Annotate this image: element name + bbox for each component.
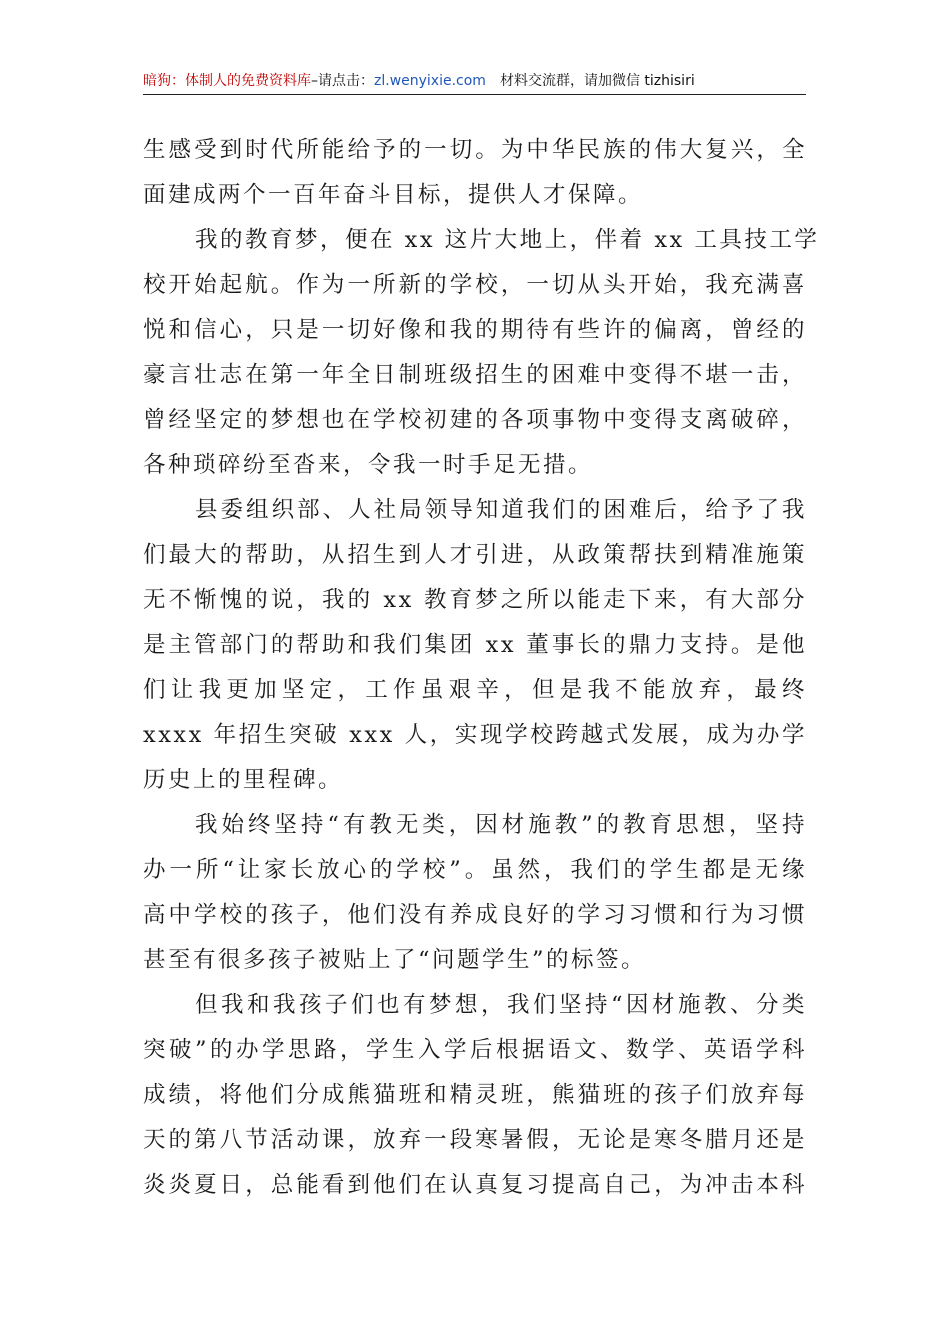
text-line: xxxx 年招生突破 xxx 人，实现学校跨越式发展，成为办学 (143, 722, 807, 748)
text-line: 我的教育梦，便在 xx 这片大地上，伴着 xx 工具技工学 (195, 227, 820, 253)
text-line: 炎炎夏日，总能看到他们在认真复习提高自己，为冲击本科 (143, 1172, 807, 1198)
text-line: 成绩，将他们分成熊猫班和精灵班，熊猫班的孩子们放弃每 (143, 1082, 807, 1108)
text-line: 突破”的办学思路，学生入学后根据语文、数学、英语学科 (143, 1037, 807, 1063)
text-line: 办一所“让家长放心的学校”。虽然，我们的学生都是无缘 (143, 857, 807, 883)
text-line: 县委组织部、人社局领导知道我们的困难后，给予了我 (195, 497, 807, 523)
text-line: 我始终坚持“有教无类，因材施教”的教育思想，坚持 (195, 812, 807, 838)
page-header (143, 70, 806, 94)
text-line: 高中学校的孩子，他们没有养成良好的学习习惯和行为习惯 (143, 902, 807, 928)
header-brand-text: 暗狗：体制人的免费资料库 (143, 73, 311, 89)
text-line: 是主管部门的帮助和我们集团 xx 董事长的鼎力支持。是他 (143, 632, 807, 658)
text-line: 们最大的帮助，从招生到人才引进，从政策帮扶到精准施策 (143, 542, 807, 568)
text-line: 校开始起航。作为一所新的学校，一切从头开始，我充满喜 (143, 272, 807, 298)
text-line: 悦和信心，只是一切好像和我的期待有些许的偏离，曾经的 (143, 317, 807, 343)
text-line: 面建成两个一百年奋斗目标，提供人才保障。 (143, 182, 644, 208)
text-line: 曾经坚定的梦想也在学校初建的各项事物中变得支离破碎， (143, 407, 807, 433)
document-body (143, 128, 820, 1208)
text-line: 历史上的里程碑。 (143, 767, 344, 793)
header-divider (143, 94, 806, 95)
text-line: 们让我更加坚定，工作虽艰辛，但是我不能放弃，最终 (143, 677, 807, 703)
text-line: 无不惭愧的说，我的 xx 教育梦之所以能走下来，有大部分 (143, 587, 807, 613)
text-line: 但我和我孩子们也有梦想，我们坚持“因材施教、分类 (195, 992, 807, 1018)
text-line: 生感受到时代所能给予的一切。为中华民族的伟大复兴，全 (143, 137, 807, 163)
header-note-text: 材料交流群，请加微信 tizhisiri (499, 73, 695, 89)
text-line: 各种琐碎纷至沓来，令我一时手足无措。 (143, 452, 594, 478)
text-line: 豪言壮志在第一年全日制班级招生的困难中变得不堪一击， (143, 362, 807, 388)
header-lead-text: –请点击： (311, 73, 374, 89)
text-line: 天的第八节活动课，放弃一段寒暑假，无论是寒冬腊月还是 (143, 1127, 807, 1153)
text-line: 甚至有很多孩子被贴上了“问题学生”的标签。 (143, 947, 647, 973)
header-url-link[interactable]: zl.wenyixie.com (374, 73, 486, 89)
